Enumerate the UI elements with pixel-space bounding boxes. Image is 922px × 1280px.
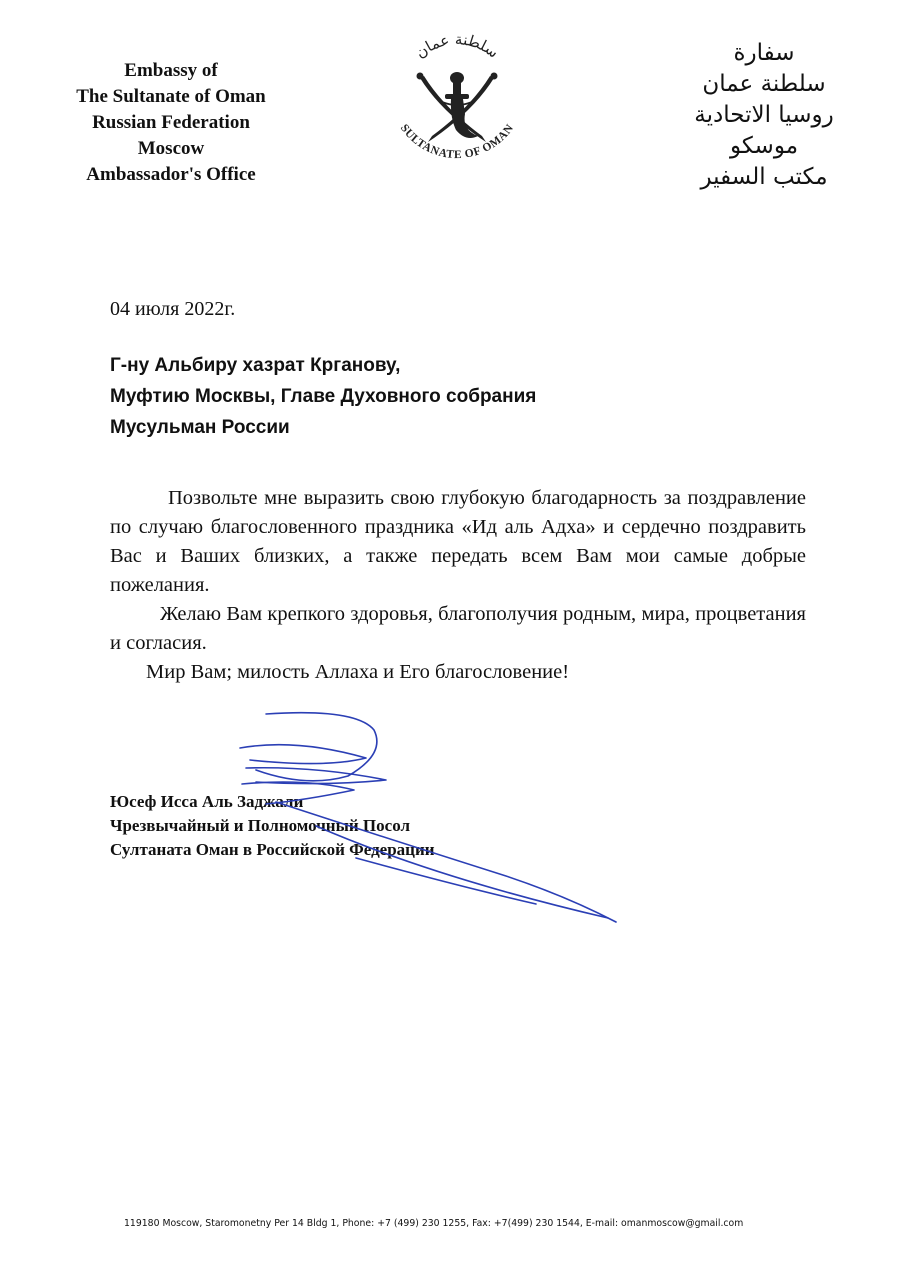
- letterhead-line: Russian Federation: [92, 112, 250, 133]
- addressee-line: Мусульман России: [110, 417, 290, 438]
- body-paragraph: Желаю Вам крепкого здоровья, благополучия родным, мира, процветания и согласия.: [110, 603, 806, 654]
- letter-date: 04 июля 2022г.: [110, 298, 236, 320]
- letterhead-line: Moscow: [137, 138, 205, 159]
- letterhead-line: روسيا الاتحادية: [694, 102, 834, 128]
- letterhead-line: موسكو: [729, 133, 799, 159]
- addressee-line: Г-ну Альбиру хазрат Крганову,: [110, 355, 401, 376]
- letter-body: [110, 484, 806, 687]
- addressee-block: [110, 350, 830, 443]
- emblem-latin-text: SULTANATE OF OMAN: [397, 122, 517, 162]
- letterhead-line: Ambassador's Office: [86, 164, 256, 185]
- footer-contact: 119180 Moscow, Staromonetny Per 14 Bldg 1, Phone: +7 (499) 230 1255, Fax: +7(499) 230 1544, E-mail: omanmoscow@gmail.com: [124, 1218, 744, 1229]
- letterhead-arabic: [664, 38, 864, 193]
- oman-emblem-icon: [382, 18, 532, 190]
- emblem-arabic-text: سلطنة عمان: [411, 30, 503, 62]
- letterhead-line: The Sultanate of Oman: [76, 86, 266, 107]
- letterhead-line: Embassy of: [124, 60, 218, 81]
- signer-title: Чрезвычайный и Полномочный Посол: [110, 816, 411, 835]
- signer-name: Юсеф Исса Аль Заджали: [110, 792, 304, 811]
- letterhead-line: سلطنة عمان: [702, 71, 826, 97]
- signer-title: Султаната Оман в Российской Федерации: [110, 840, 435, 859]
- letterhead-line: سفارة: [733, 40, 795, 66]
- body-paragraph: Позвольте мне выразить свою глубокую благодарность за поздравление по случаю благословенного праздника «Ид аль Адха» и сердечно поздравить Вас и Ваших близких, а также передать всем Вам мои самые добрые пожелания.: [110, 487, 806, 596]
- body-paragraph: Мир Вам; милость Аллаха и Его благословение!: [146, 661, 570, 683]
- addressee-line: Муфтию Москвы, Главе Духовного собрания: [110, 386, 537, 407]
- letterhead-line: مكتب السفير: [700, 164, 828, 190]
- letterhead-english: [40, 58, 302, 188]
- signer-block: [110, 790, 435, 862]
